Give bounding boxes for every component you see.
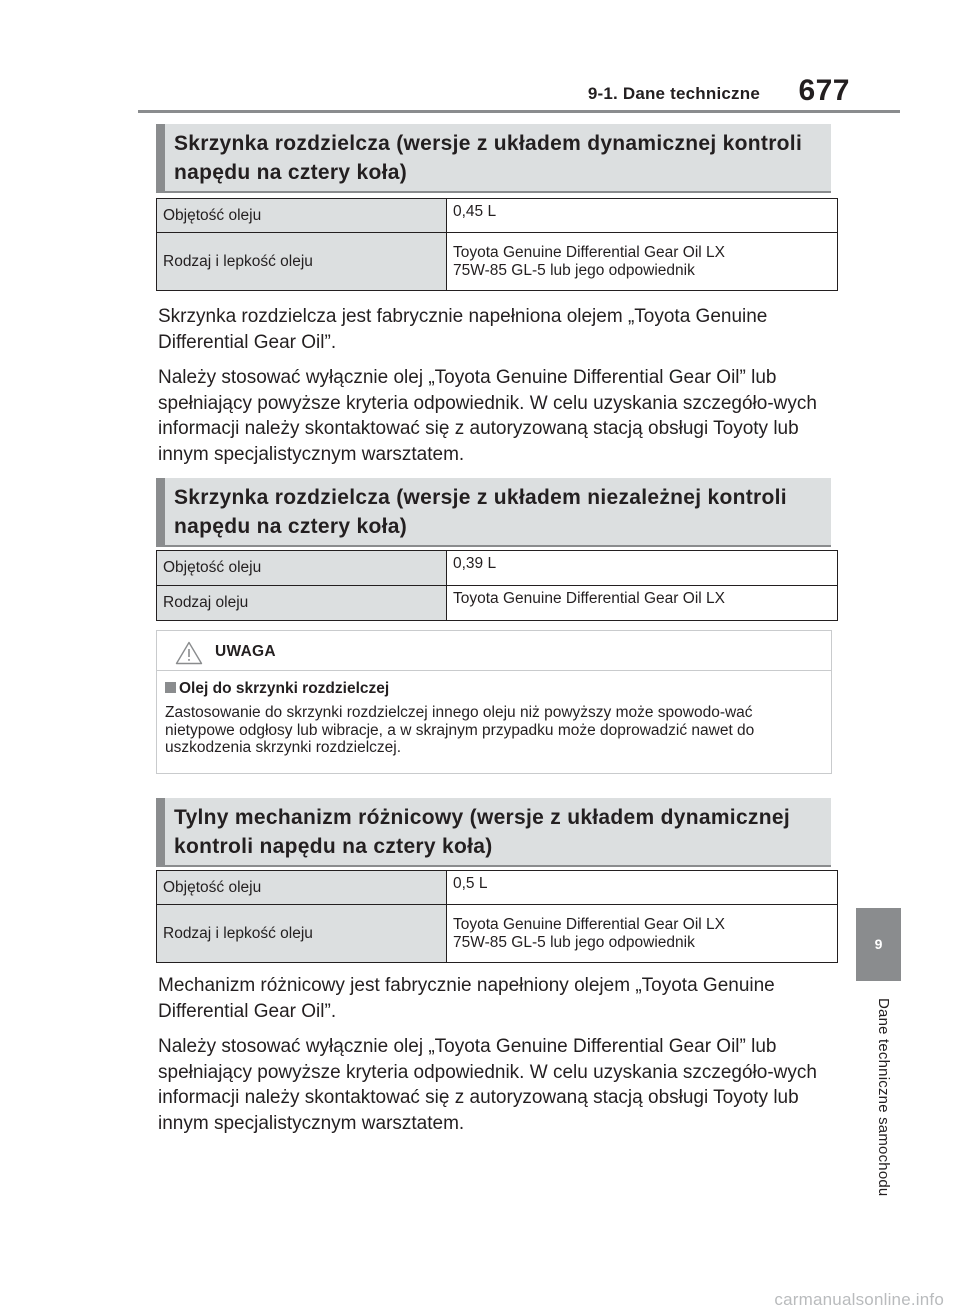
table-cell-label: Rodzaj i lepkość oleju bbox=[157, 905, 447, 963]
section-heading-transfer-case-dynamic: Skrzynka rozdzielcza (wersje z układem dynamicznej kontroli napędu na cztery koła) bbox=[156, 124, 831, 193]
warning-box bbox=[156, 630, 832, 774]
paragraph: Skrzynka rozdzielcza jest fabrycznie napełniona olejem „Toyota Genuine Differential Gear Oil”. bbox=[158, 306, 768, 353]
spec-table-transfer-case-independent bbox=[156, 550, 838, 621]
warning-subheading-text: Olej do skrzynki rozdzielczej bbox=[179, 680, 390, 697]
footer-watermark: carmanualsonline.info bbox=[774, 1290, 944, 1309]
paragraph: Należy stosować wyłącznie olej „Toyota Genuine Differential Gear Oil” lub spełniający powyższe kryteria odpowiednik. W celu uzyskania szczegóło-wych informacji należy skontaktować się z autoryzowaną stacją obsługi Toyoty lub innym specjalistycznym warsztatem. bbox=[158, 1036, 817, 1134]
chapter-tab: 9 bbox=[856, 908, 901, 981]
table-row bbox=[157, 905, 838, 963]
paragraph: Mechanizm różnicowy jest fabrycznie napełniony olejem „Toyota Genuine Differential Gear Oil”. bbox=[158, 975, 775, 1022]
table-cell-label: Objętość oleju bbox=[157, 551, 447, 586]
page-header bbox=[0, 0, 960, 112]
header-divider bbox=[138, 110, 900, 113]
warning-triangle-icon bbox=[175, 641, 203, 665]
table-row bbox=[157, 233, 838, 291]
page-number: 677 bbox=[798, 74, 850, 107]
spec-table-rear-differential bbox=[156, 870, 838, 963]
table-cell-value-line: Toyota Genuine Differential Gear Oil LX bbox=[453, 243, 725, 261]
warning-title: UWAGA bbox=[215, 643, 276, 660]
table-cell-label: Objętość oleju bbox=[157, 871, 447, 905]
table-cell-value-line: 75W-85 GL-5 lub jego odpowiednik bbox=[453, 261, 695, 279]
chapter-side-label: Dane techniczne samochodu bbox=[875, 998, 892, 1197]
table-cell-value: 0,45 L bbox=[447, 199, 838, 233]
table-cell-label: Rodzaj oleju bbox=[157, 586, 447, 621]
section-heading-transfer-case-independent: Skrzynka rozdzielcza (wersje z układem niezależnej kontroli napędu na cztery koła) bbox=[156, 478, 831, 547]
table-cell-value bbox=[447, 233, 838, 291]
table-row bbox=[157, 871, 838, 905]
table-cell-label: Objętość oleju bbox=[157, 199, 447, 233]
table-cell-value-line: 75W-85 GL-5 lub jego odpowiednik bbox=[453, 933, 695, 951]
body-text-transfer-case bbox=[158, 304, 838, 477]
body-text-rear-differential bbox=[158, 973, 838, 1146]
table-row bbox=[157, 199, 838, 233]
table-cell-value-line: Toyota Genuine Differential Gear Oil LX bbox=[453, 915, 725, 933]
section-heading-rear-differential: Tylny mechanizm różnicowy (wersje z układem dynamicznej kontroli napędu na cztery koła) bbox=[156, 798, 831, 867]
table-cell-value: 0,5 L bbox=[447, 871, 838, 905]
spec-table-transfer-case-dynamic bbox=[156, 198, 838, 291]
table-row bbox=[157, 586, 838, 621]
square-bullet-icon bbox=[165, 682, 176, 693]
table-cell-value: 0,39 L bbox=[447, 551, 838, 586]
table-row bbox=[157, 551, 838, 586]
table-cell-label: Rodzaj i lepkość oleju bbox=[157, 233, 447, 291]
warning-body bbox=[157, 671, 831, 757]
paragraph: Należy stosować wyłącznie olej „Toyota Genuine Differential Gear Oil” lub spełniający powyższe kryteria odpowiednik. W celu uzyskania szczegóło-wych informacji należy skontaktować się z autoryzowaną stacją obsługi Toyoty lub innym specjalistycznym warsztatem. bbox=[158, 367, 817, 465]
warning-header bbox=[157, 631, 831, 671]
warning-text: Zastosowanie do skrzynki rozdzielczej innego oleju niż powyższy może spowodo-wać nietypowe odgłosy lub wibracje, a w skrajnym przypadku może doprowadzić nawet do uszkodzenia skrzynki rozdzielczej. bbox=[165, 704, 755, 756]
warning-subheading bbox=[165, 679, 823, 699]
table-cell-value bbox=[447, 905, 838, 963]
header-section-title: 9-1. Dane techniczne bbox=[587, 84, 760, 103]
table-cell-value: Toyota Genuine Differential Gear Oil LX bbox=[447, 586, 838, 621]
